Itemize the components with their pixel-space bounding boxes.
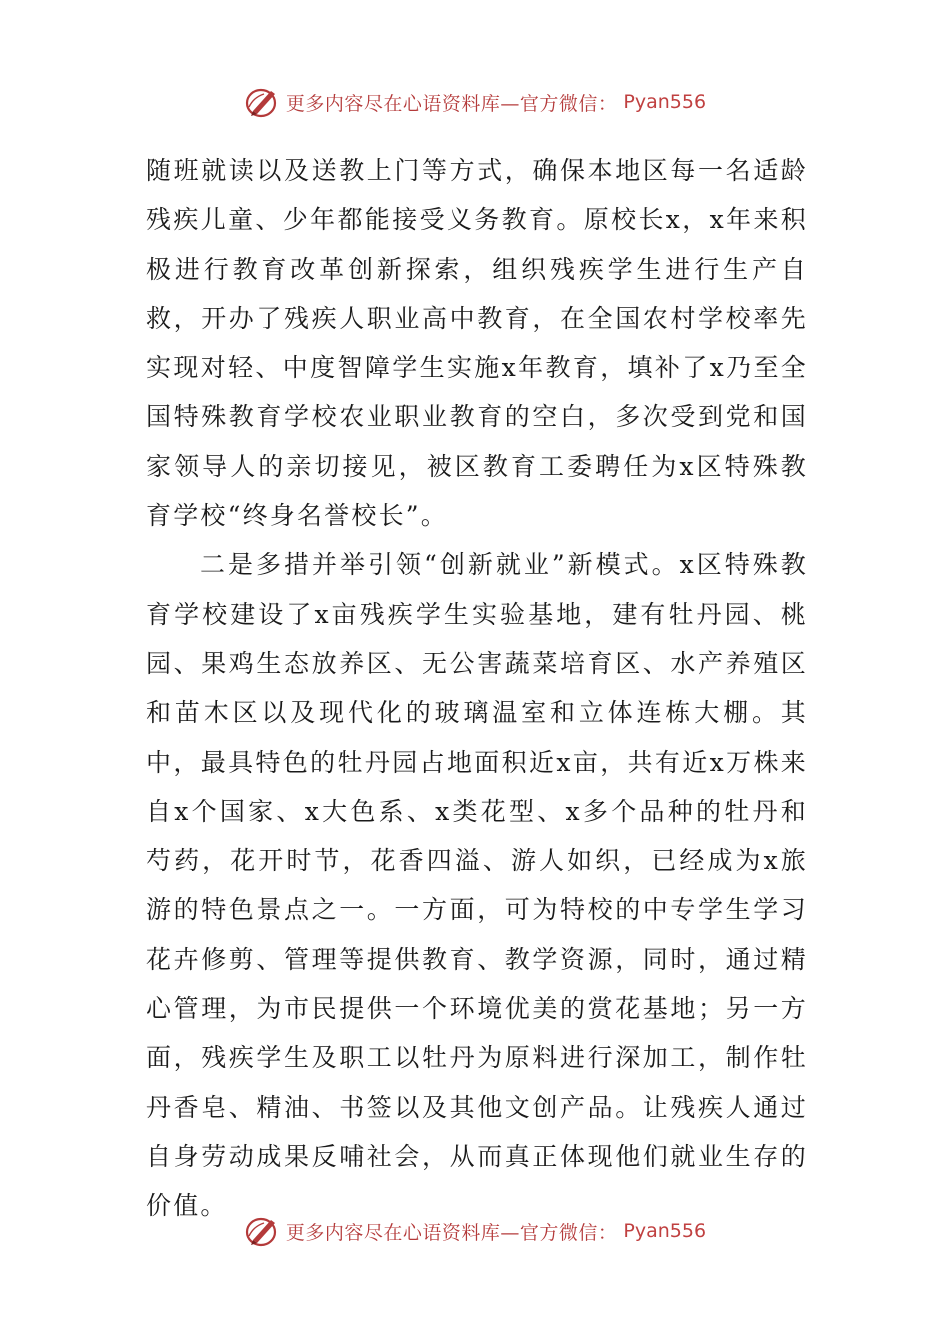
footer-banner-wechat-id: Pyan556 [623,1220,707,1242]
footer-banner-site-text: 更多内容尽在心语资料库—官方微信： [285,1221,618,1244]
document-body [146,146,808,1231]
pen-circle-logo-icon [244,85,280,119]
footer-banner [0,1211,950,1251]
body-paragraph-2: 二是多措并举引领“创新就业”新模式。x区特殊教育学校建设了x亩残疾学生实验基地，建有牡丹园、桃园、果鸡生态放养区、无公害蔬菜培育区、水产养殖区和苗木区以及现代化的玻璃温室和立体连栋大棚。其中，最具特色的牡丹园占地面积近x亩，共有近x万株来自x个国家、x大色系、x类花型、x多个品种的牡丹和芍药，花开时节，花香四溢、游人如织，已经成为x旅游的特色景点之一。一方面，可为特校的中专学生学习花卉修剪、管理等提供教育、教学资源，同时，通过精心管理，为市民提供一个环境优美的赏花基地；另一方面，残疾学生及职工以牡丹为原料进行深加工，制作牡丹香皂、精油、书签以及其他文创产品。让残疾人通过自身劳动成果反哺社会，从而真正体现他们就业生存的价值。 [146,550,808,1221]
header-banner [0,82,950,122]
pen-circle-logo-icon [244,1214,280,1248]
header-banner-wechat-id: Pyan556 [623,91,707,113]
header-banner-site-text: 更多内容尽在心语资料库—官方微信： [285,92,618,115]
body-paragraph-1: 随班就读以及送教上门等方式，确保本地区每一名适龄残疾儿童、少年都能接受义务教育。原校长x，x年来积极进行教育改革创新探索，组织残疾学生进行生产自救，开办了残疾人职业高中教育，在全国农村学校率先实现对轻、中度智障学生实施x年教育，填补了x乃至全国特殊教育学校农业职业教育的空白，多次受到党和国家领导人的亲切接见，被区教育工委聘任为x区特殊教育学校“终身名誉校长”。 [146,156,808,531]
